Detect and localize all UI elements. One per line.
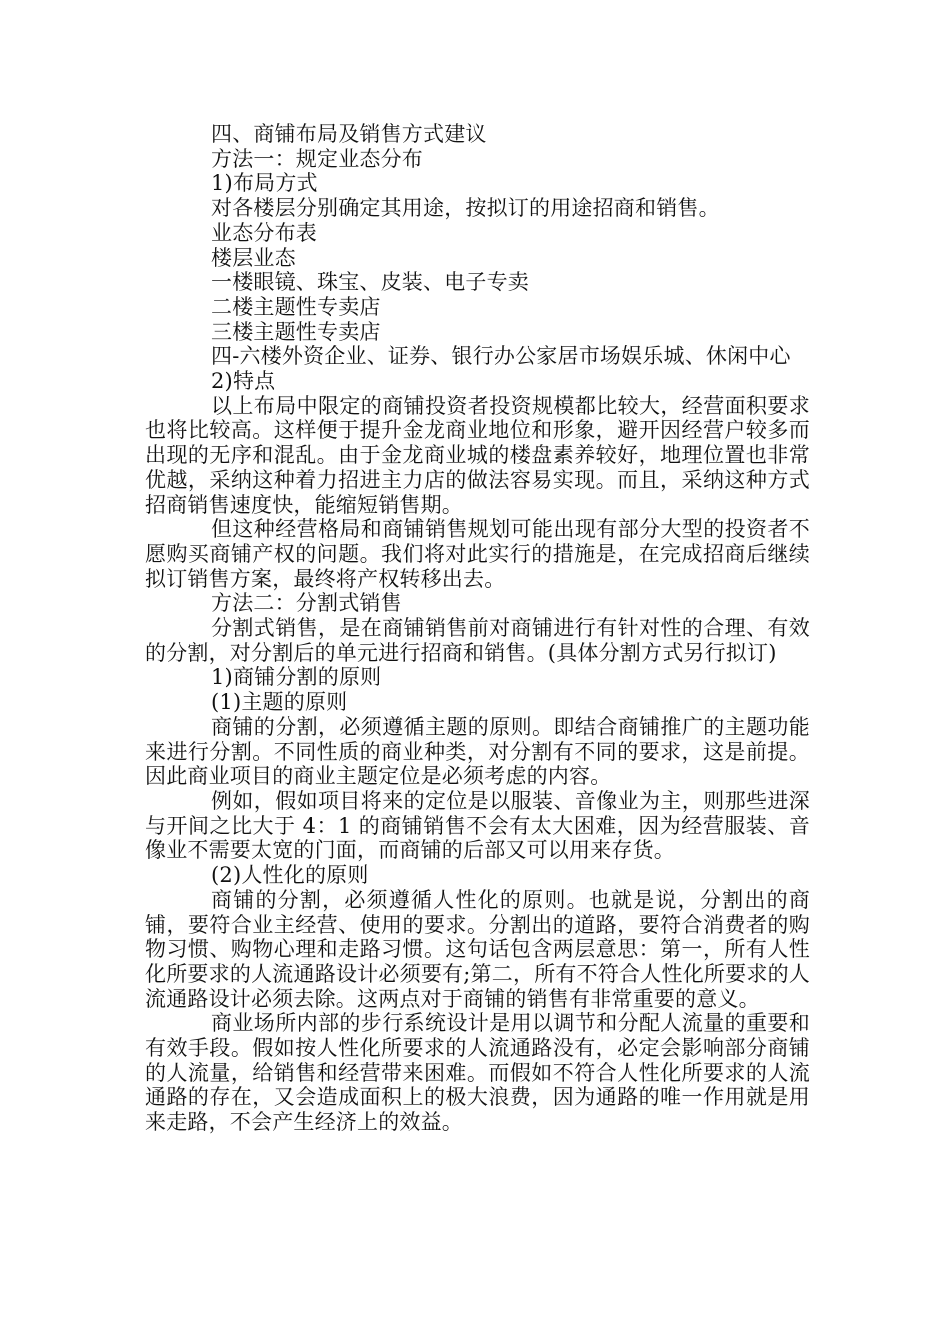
- method-two-heading: 方法二：分割式销售: [211, 591, 402, 616]
- paragraph: 以上布局中限定的商铺投资者投资规模都比较大，经营面积要求也将比较高。这样便于提升金龙商业地位和形象，避开因经营户较多而出现的无序和混乱。由于金龙商业城的楼盘素养较好，地理位置也非常优越，采纳这种着力招进主力店的做法容易实现。而且，采纳这种方式招商销售速度快，能缩短销售期。: [145, 393, 810, 517]
- document-body: [145, 122, 810, 1135]
- subheading: (1)主题的原则: [211, 690, 348, 715]
- layout-method-heading: 1)布局方式: [211, 171, 318, 196]
- table-row: 四-六楼外资企业、证券、银行办公家居市场娱乐城、休闲中心: [211, 344, 791, 369]
- table-row: 一楼眼镜、珠宝、皮装、电子专卖: [211, 270, 529, 295]
- paragraph: 但这种经营格局和商铺销售规划可能出现有部分大型的投资者不愿购买商铺产权的问题。我们将对此实行的措施是，在完成招商后继续拟订销售方案，最终将产权转移出去。: [145, 517, 810, 591]
- features-heading: 2)特点: [211, 369, 276, 394]
- table-title: 业态分布表: [211, 220, 317, 245]
- paragraph: 商业场所内部的步行系统设计是用以调节和分配人流量的重要和有效手段。假如按人性化所要求的人流通路没有，必定会影响部分商铺的人流量，给销售和经营带来困难。而假如不符合人性化所要求的人流通路的存在，又会造成面积上的极大浪费，因为通路的唯一作用就是用来走路，不会产生经济上的效益。: [145, 1011, 810, 1135]
- method-one-heading: 方法一：规定业态分布: [211, 146, 423, 171]
- paragraph: 对各楼层分别确定其用途，按拟订的用途招商和销售。: [211, 196, 720, 221]
- principle-heading: 1)商铺分割的原则: [211, 665, 382, 690]
- table-header: 楼层业态: [211, 245, 296, 270]
- paragraph: 例如，假如项目将来的定位是以服装、音像业为主，则那些进深与开间之比大于 4：1 的商铺销售不会有太大困难，因为经营服装、音像业不需要太宽的门面，而商铺的后部又可以用来存货。: [145, 788, 810, 863]
- section-heading: 四、商铺布局及销售方式建议: [211, 122, 487, 146]
- table-row: 二楼主题性专卖店: [211, 294, 381, 319]
- paragraph: 商铺的分割，必须遵循主题的原则。即结合商铺推广的主题功能来进行分割。不同性质的商业种类，对分割有不同的要求，这是前提。因此商业项目的商业主题定位是必须考虑的内容。: [145, 714, 810, 789]
- paragraph: 分割式销售，是在商铺销售前对商铺进行有针对性的合理、有效的分割，对分割后的单元进行招商和销售。(具体分割方式另行拟订): [145, 616, 810, 665]
- subheading: (2)人性化的原则: [211, 863, 369, 888]
- table-row: 三楼主题性专卖店: [211, 319, 381, 344]
- paragraph: 商铺的分割，必须遵循人性化的原则。也就是说，分割出的商铺，要符合业主经营、使用的要求。分割出的道路，要符合消费者的购物习惯、购物心理和走路习惯。这句话包含两层意思：第一，所有人性化所要求的人流通路设计必须要有;第二，所有不符合人性化所要求的人流通路设计必须去除。这两点对于商铺的销售有非常重要的意义。: [145, 887, 810, 1011]
